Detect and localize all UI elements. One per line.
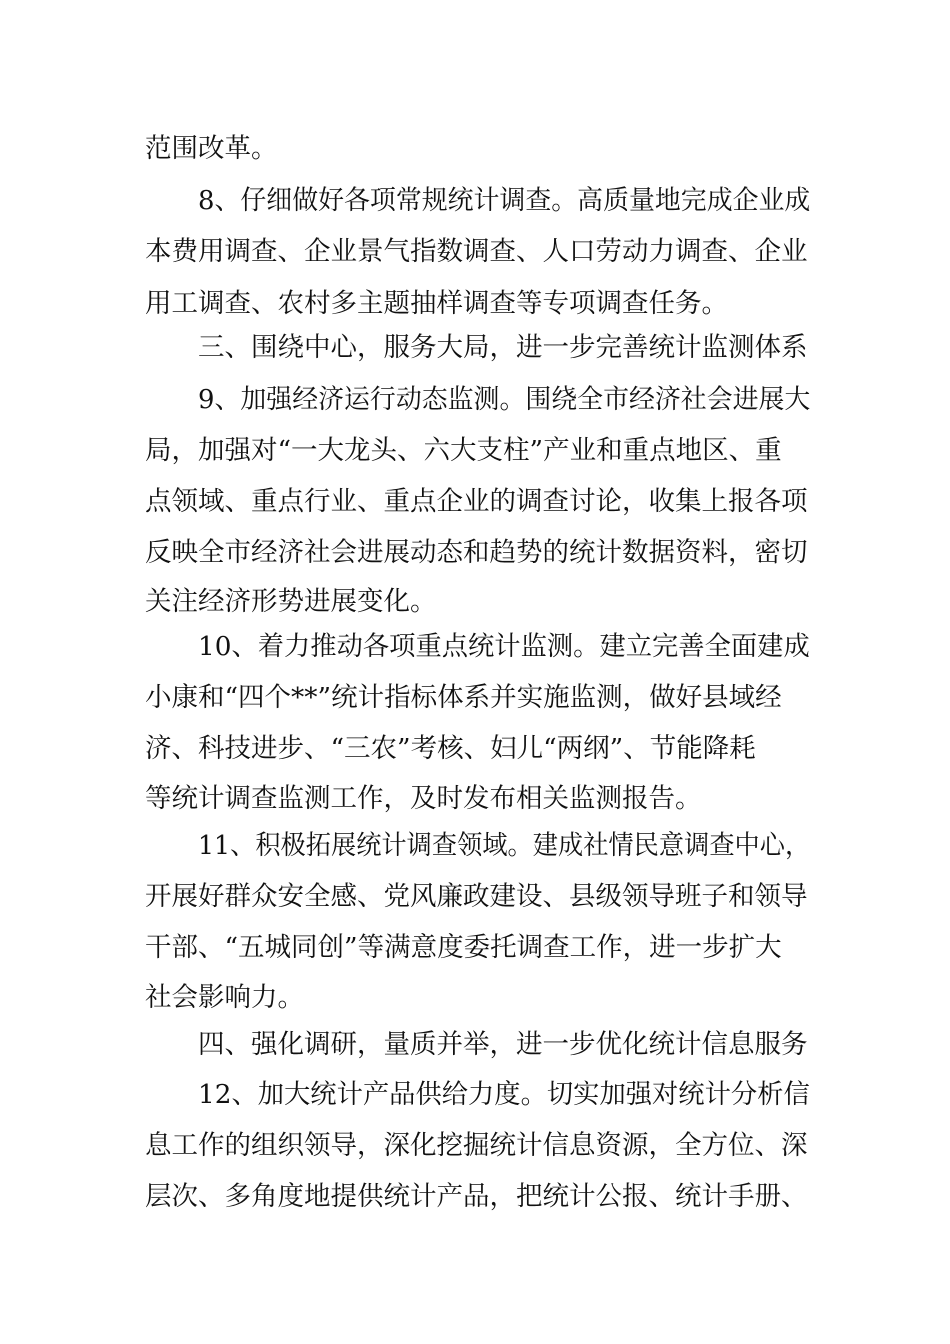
paragraph-first-line: 10、着力推动各项重点统计监测。建立完善全面建成 [198, 631, 810, 662]
text-line: 局，加强对“一大龙头、六大支柱”产业和重点地区、重 [145, 435, 782, 466]
section-heading: 四、强化调研，量质并举，进一步优化统计信息服务 [198, 1029, 808, 1060]
text-line: 点领域、重点行业、重点企业的调查讨论，收集上报各项 [145, 486, 808, 517]
text-line: 关注经济形势进展变化。 [145, 586, 437, 617]
text-line: 范围改革。 [145, 133, 278, 164]
text-line: 反映全市经济社会进展动态和趋势的统计数据资料，密切 [145, 537, 808, 568]
paragraph-first-line: 9、加强经济运行动态监测。围绕全市经济社会进展大 [198, 384, 811, 415]
text-line: 用工调查、农村多主题抽样调查等专项调查任务。 [145, 288, 728, 319]
paragraph-first-line: 11、积极拓展统计调查领域。建成社情民意调查中心， [198, 830, 811, 861]
paragraph-first-line: 8、仔细做好各项常规统计调查。高质量地完成企业成 [198, 185, 811, 216]
text-line: 等统计调查监测工作，及时发布相关监测报告。 [145, 783, 702, 814]
text-line: 社会影响力。 [145, 982, 304, 1013]
paragraph-first-line: 12、加大统计产品供给力度。切实加强对统计分析信 [198, 1079, 810, 1110]
text-line: 层次、多角度地提供统计产品，把统计公报、统计手册、 [145, 1181, 808, 1212]
text-line: 干部、“五城同创”等满意度委托调查工作，进一步扩大 [145, 932, 782, 963]
text-line: 小康和“四个**”统计指标体系并实施监测，做好县域经 [145, 682, 782, 713]
text-line: 息工作的组织领导，深化挖掘统计信息资源，全方位、深 [145, 1130, 808, 1161]
section-heading: 三、围绕中心，服务大局，进一步完善统计监测体系 [198, 332, 808, 363]
text-line: 本费用调查、企业景气指数调查、人口劳动力调查、企业 [145, 236, 808, 267]
text-line: 济、科技进步、“三农”考核、妇儿“两纲”、节能降耗 [145, 733, 756, 764]
text-line: 开展好群众安全感、党风廉政建设、县级领导班子和领导 [145, 881, 808, 912]
